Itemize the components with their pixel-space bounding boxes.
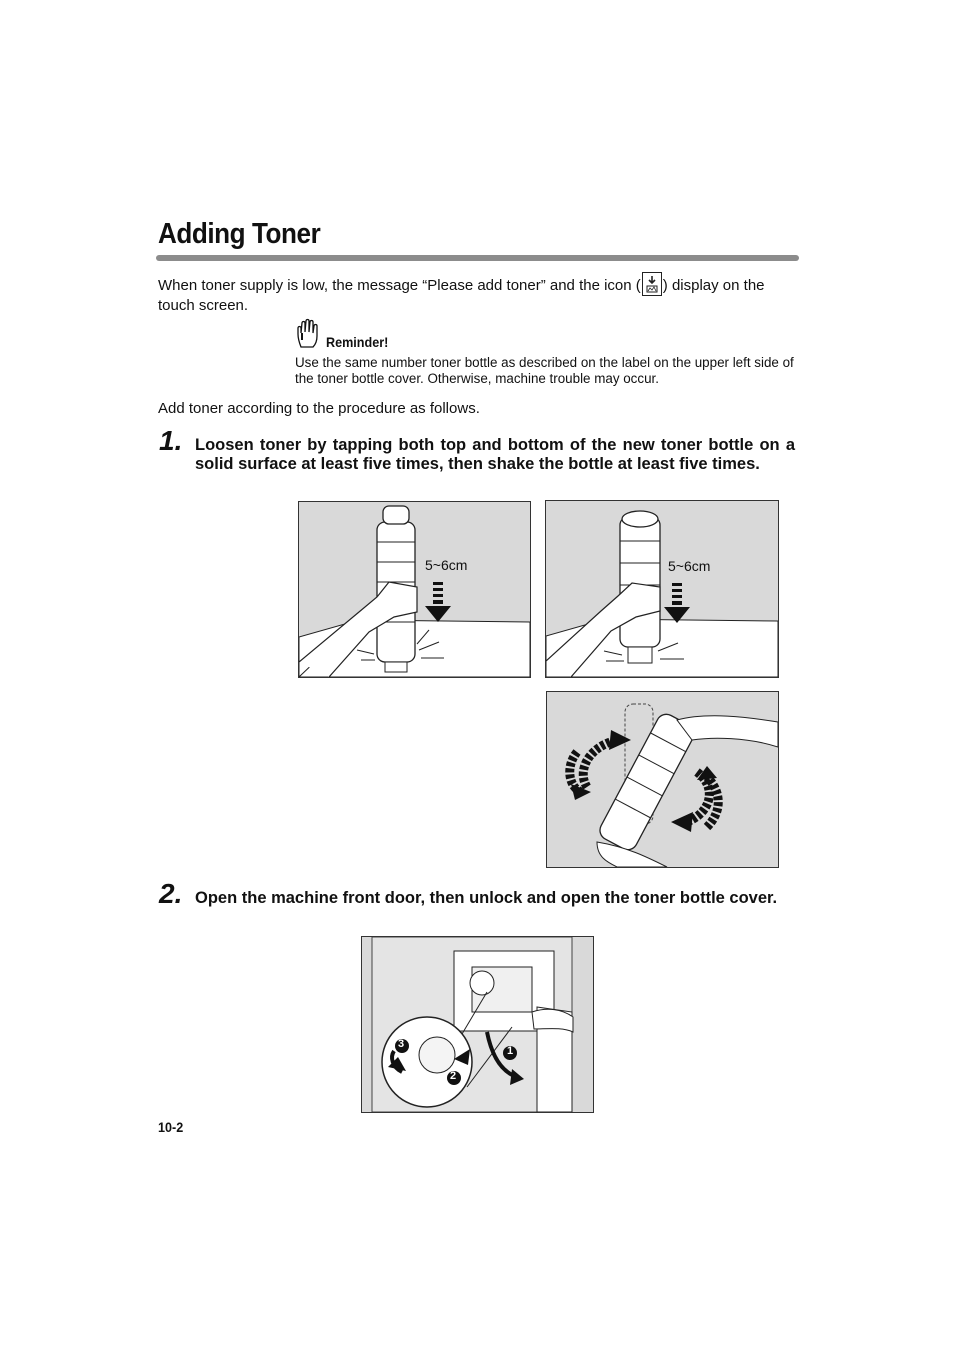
tap-top-distance-label: 5~6cm xyxy=(425,557,468,573)
step-2-text: Open the machine front door, then unlock and open the toner bottle cover. xyxy=(195,889,778,907)
intro-text-before: When toner supply is low, the message “Please add toner” and the icon ( xyxy=(158,277,641,294)
procedure-intro: Add toner according to the procedure as follows. xyxy=(158,400,480,417)
intro-paragraph xyxy=(158,272,798,315)
tap-bottom-distance-label: 5~6cm xyxy=(668,558,711,574)
title-rule xyxy=(156,255,799,261)
figure-open-cover xyxy=(361,936,594,1113)
tap-bottom-illustration xyxy=(546,501,778,677)
step-2-number: 2. xyxy=(159,878,183,909)
step-1-text: Loosen toner by tapping both top and bottom of the new toner bottle on a solid surface at least five times, then shake the bottle at least five times. xyxy=(195,436,795,473)
shake-illustration xyxy=(547,692,778,867)
callout-1: 1 xyxy=(507,1045,514,1057)
callout-2: 2 xyxy=(450,1070,457,1082)
page-title: Adding Toner xyxy=(158,218,321,250)
open-cover-illustration xyxy=(362,937,593,1112)
figure-tap-bottom xyxy=(545,500,779,678)
figure-shake-bottle xyxy=(546,691,779,868)
reminder-text: Use the same number toner bottle as described on the label on the upper left side of the toner bottle cover. Otherwise, machine trouble may occur. xyxy=(295,355,794,386)
figure-tap-top xyxy=(298,501,531,678)
page-number: 10-2 xyxy=(158,1119,184,1135)
step-1-number: 1. xyxy=(159,425,183,456)
tap-top-illustration xyxy=(299,502,530,677)
intro-text-after: ) display on the touch screen. xyxy=(158,277,765,314)
toner-icon xyxy=(642,272,662,296)
callout-3: 3 xyxy=(398,1038,405,1050)
hand-icon xyxy=(296,318,322,355)
reminder-label: Reminder! xyxy=(326,334,389,350)
